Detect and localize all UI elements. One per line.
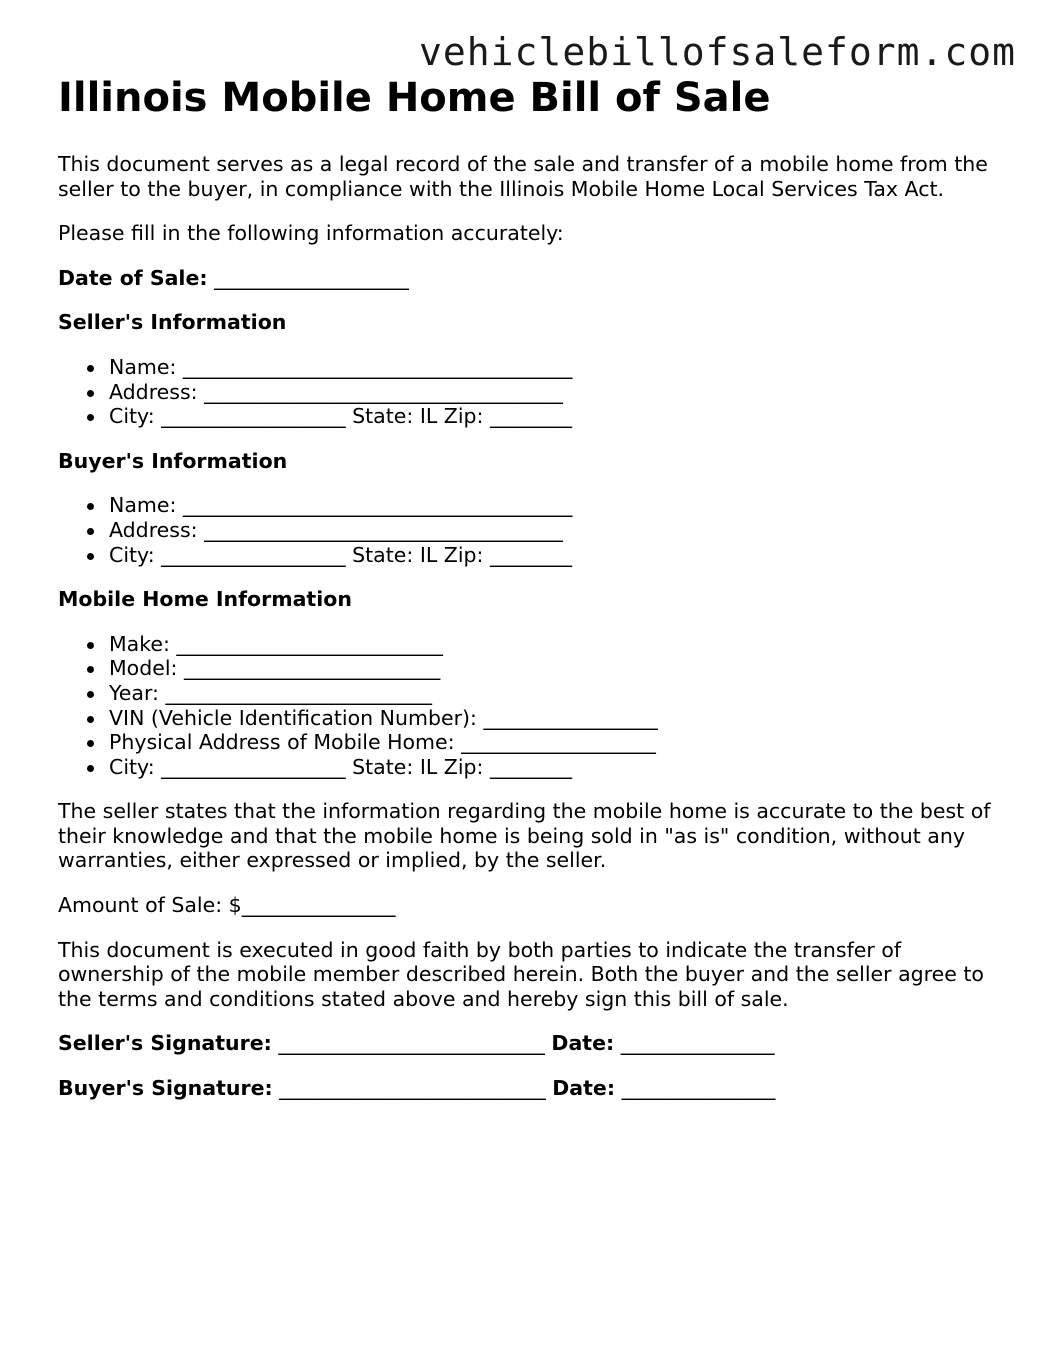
seller-date-label: Date: bbox=[551, 1031, 615, 1056]
date-of-sale-row bbox=[58, 266, 998, 291]
seller-signature-label: Seller's Signature: bbox=[58, 1031, 272, 1056]
mobile-home-info-heading: Mobile Home Information bbox=[58, 587, 352, 612]
seller-date-field[interactable]: _______________ bbox=[620, 1031, 775, 1056]
seller-city-state-zip-field[interactable]: City: __________________ State: IL Zip: ________ bbox=[109, 404, 998, 429]
amount-of-sale-field[interactable]: Amount of Sale: $_______________ bbox=[58, 893, 396, 918]
date-of-sale-field[interactable]: ___________________ bbox=[214, 265, 409, 290]
buyer-signature-label: Buyer's Signature: bbox=[58, 1076, 273, 1101]
watermark: vehiclebillofsaleform.com bbox=[419, 30, 1016, 74]
physical-address-field[interactable]: Physical Address of Mobile Home: ___________________ bbox=[109, 730, 998, 755]
good-faith-paragraph: This document is executed in good faith by both parties to indicate the transfer of ownership of the mobile member described herein. Both the buyer and the seller agree to the terms and conditions stated above and hereby sign this bill of sale. bbox=[58, 937, 984, 1011]
document-page bbox=[58, 72, 998, 1101]
instruction-text: Please fill in the following information accurately: bbox=[58, 221, 564, 246]
buyer-info-list bbox=[58, 493, 998, 567]
buyer-signature-field[interactable]: __________________________ bbox=[279, 1076, 546, 1101]
seller-info-list bbox=[58, 355, 998, 429]
seller-name-field[interactable]: Name: ______________________________________ bbox=[109, 355, 998, 380]
page-title: Illinois Mobile Home Bill of Sale bbox=[58, 75, 771, 121]
vin-field[interactable]: VIN (Vehicle Identification Number): _________________ bbox=[109, 706, 998, 731]
date-of-sale-label: Date of Sale: bbox=[58, 265, 208, 290]
model-field[interactable]: Model: _________________________ bbox=[109, 656, 998, 681]
seller-info-heading: Seller's Information bbox=[58, 310, 287, 335]
buyer-signature-row bbox=[58, 1076, 998, 1101]
year-field[interactable]: Year: __________________________ bbox=[109, 681, 998, 706]
seller-signature-field[interactable]: __________________________ bbox=[278, 1031, 545, 1056]
make-field[interactable]: Make: __________________________ bbox=[109, 632, 998, 657]
mobile-home-info-list bbox=[58, 632, 998, 780]
buyer-address-field[interactable]: Address: ___________________________________ bbox=[109, 518, 998, 543]
intro-paragraph: This document serves as a legal record of the sale and transfer of a mobile home from the seller to the buyer, in compliance with the Illinois Mobile Home Local Services Tax Act. bbox=[58, 152, 988, 201]
buyer-info-heading: Buyer's Information bbox=[58, 448, 288, 473]
seller-signature-row bbox=[58, 1031, 998, 1056]
home-city-state-zip-field[interactable]: City: __________________ State: IL Zip: ________ bbox=[109, 755, 998, 780]
buyer-date-field[interactable]: _______________ bbox=[621, 1076, 776, 1101]
seller-address-field[interactable]: Address: ___________________________________ bbox=[109, 380, 998, 405]
as-is-statement: The seller states that the information regarding the mobile home is accurate to the best of their knowledge and that the mobile home is being sold in "as is" condition, without any warranties, either expressed or implied, by the seller. bbox=[58, 799, 991, 873]
buyer-name-field[interactable]: Name: ______________________________________ bbox=[109, 493, 998, 518]
buyer-city-state-zip-field[interactable]: City: __________________ State: IL Zip: ________ bbox=[109, 543, 998, 568]
buyer-date-label: Date: bbox=[552, 1076, 616, 1101]
